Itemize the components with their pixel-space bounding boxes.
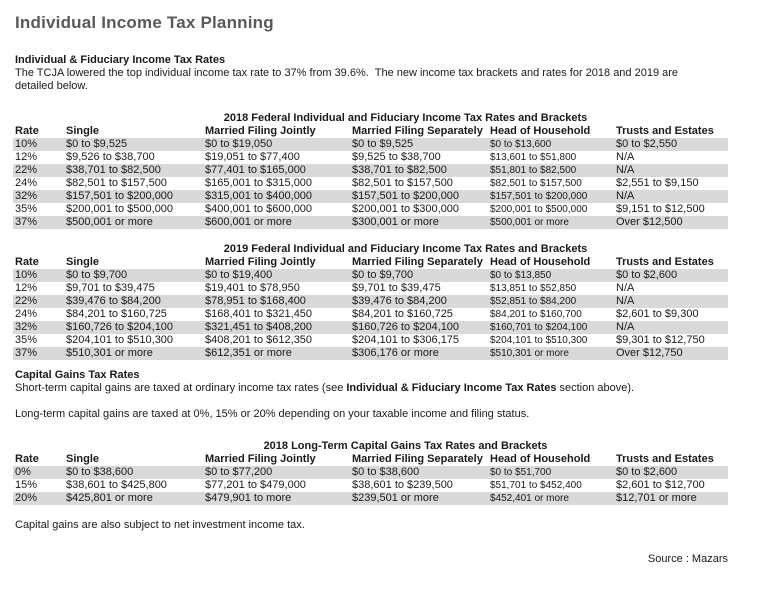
table-cell: $425,801 or more	[66, 492, 153, 504]
table-cell: N/A	[616, 282, 635, 294]
table-cell: $39,476 to $84,200	[352, 295, 447, 307]
table-header-cell: Single	[66, 125, 100, 137]
section-heading-capital-gains: Capital Gains Tax Rates	[15, 369, 140, 381]
table-cell: $82,501 to $157,500	[66, 177, 167, 189]
table-cell: $160,701 to $204,100	[490, 322, 588, 333]
table-cell: $500,001 or more	[490, 217, 569, 228]
table-cell: $19,401 to $78,950	[205, 282, 300, 294]
table-cell: $0 to $51,700	[490, 467, 552, 478]
table-header-cell: Head of Household	[490, 125, 591, 137]
table-cell: $0 to $9,700	[66, 269, 128, 281]
section-heading-income-tax: Individual & Fiduciary Income Tax Rates	[15, 54, 226, 66]
table-cell: $84,201 to $160,725	[66, 308, 167, 320]
table-cell: $82,501 to $157,500	[490, 178, 582, 189]
table-cell: $2,601 to $12,700	[616, 479, 705, 491]
table-2019-federal-rates	[13, 242, 728, 360]
table-header-row	[13, 125, 728, 138]
table-cell: 0%	[15, 466, 31, 478]
table-cell: 15%	[15, 479, 38, 491]
table-cell: Over $12,750	[616, 347, 683, 359]
table-cell: $38,601 to $425,800	[66, 479, 167, 491]
table-cell: $239,501 or more	[352, 492, 439, 504]
table-cell: $160,726 to $204,100	[352, 321, 460, 333]
table-cell: $315,001 to $400,000	[205, 190, 313, 202]
table-row	[13, 321, 728, 334]
table-cell: $479,901 to more	[205, 492, 292, 504]
table-cell: $204,101 to $306,175	[352, 334, 460, 346]
table-cell: $165,001 to $315,000	[205, 177, 313, 189]
table-header-cell: Trusts and Estates	[616, 453, 714, 465]
table-cell: $9,525 to $38,700	[352, 151, 441, 163]
spacer	[13, 395, 728, 408]
table-header-cell: Head of Household	[490, 453, 591, 465]
table-cell: $0 to $19,050	[205, 138, 273, 150]
table-cell: $51,801 to $82,500	[490, 165, 577, 176]
short-term-gains-text	[13, 382, 713, 395]
short-term-gains-text-bold: Individual & Fiduciary Income Tax Rates	[346, 382, 557, 394]
long-term-gains-text: Long-term capital gains are taxed at 0%, 15% or 20% depending on your taxable income and filing status.	[15, 408, 530, 420]
table-cell: $0 to $2,600	[616, 466, 678, 478]
table-header-cell: Trusts and Estates	[616, 256, 714, 268]
table-cell: $78,951 to $168,400	[205, 295, 306, 307]
table-cell: $0 to $38,600	[352, 466, 420, 478]
table-row	[13, 269, 728, 282]
table-cell: $19,051 to $77,400	[205, 151, 300, 163]
table-cell: 12%	[15, 282, 38, 294]
table-cell: $0 to $2,550	[616, 138, 678, 150]
table-cell: $38,701 to $82,500	[66, 164, 161, 176]
source-label: Source : Mazars	[647, 553, 728, 565]
table-cell: $168,401 to $321,450	[205, 308, 313, 320]
table-cell: $12,701 or more	[616, 492, 697, 504]
short-term-gains-text-pre: Short-term capital gains are taxed at ordinary income tax rates (see	[15, 382, 347, 394]
net-investment-note: Capital gains are also subject to net investment income tax.	[15, 519, 305, 531]
table-cell: $77,401 to $165,000	[205, 164, 306, 176]
table-body	[13, 466, 728, 505]
table-row	[13, 295, 728, 308]
table-cell: 32%	[15, 190, 38, 202]
table-cell: $0 to $38,600	[66, 466, 134, 478]
table-title: 2018 Federal Individual and Fiduciary Income Tax Rates and Brackets	[223, 112, 588, 124]
table-cell: 32%	[15, 321, 38, 333]
table-title: 2019 Federal Individual and Fiduciary Income Tax Rates and Brackets	[223, 243, 588, 255]
table-header-cell: Married Filing Jointly	[205, 453, 316, 465]
table-header-cell: Rate	[15, 453, 39, 465]
table-cell: 10%	[15, 269, 38, 281]
table-cell: 22%	[15, 295, 38, 307]
table-cell: N/A	[616, 321, 635, 333]
table-cell: N/A	[616, 151, 635, 163]
table-cell: $0 to $13,850	[490, 270, 552, 281]
table-row	[13, 203, 728, 216]
table-cell: $84,201 to $160,725	[352, 308, 453, 320]
table-cell: $51,701 to $452,400	[490, 480, 582, 491]
table-header-cell: Single	[66, 256, 100, 268]
page-title: Individual Income Tax Planning	[15, 13, 274, 32]
table-body	[13, 138, 728, 229]
table-2018-federal-rates	[13, 111, 728, 229]
table-cell: $0 to $9,525	[66, 138, 128, 150]
table-cell: $157,501 to $200,000	[490, 191, 588, 202]
table-cell: $9,701 to $39,475	[66, 282, 155, 294]
table-header-cell: Rate	[15, 256, 39, 268]
table-cell: $200,001 to $300,000	[352, 203, 460, 215]
table-header-row	[13, 256, 728, 269]
table-header-cell: Married Filing Separately	[352, 256, 483, 268]
table-row	[13, 347, 728, 360]
table-cell: $157,501 to $200,000	[352, 190, 460, 202]
table-cell: $9,151 to $12,500	[616, 203, 705, 215]
table-cell: $9,701 to $39,475	[352, 282, 441, 294]
table-cell: $200,001 to $500,000	[490, 204, 588, 215]
table-cell: $612,351 or more	[205, 347, 292, 359]
table-cell: N/A	[616, 295, 635, 307]
income-tax-description: The TCJA lowered the top individual income tax rate to 37% from 39.6%. The new income tax brackets and rates for 2018 and 2019 are detailed below.	[15, 67, 682, 92]
table-cell: $2,601 to $9,300	[616, 308, 699, 320]
table-header-cell: Rate	[15, 125, 39, 137]
table-cell: 35%	[15, 334, 38, 346]
table-row	[13, 190, 728, 203]
table-cell: $600,001 or more	[205, 216, 292, 228]
document-page	[13, 13, 728, 566]
table-cell: $77,201 to $479,000	[205, 479, 306, 491]
table-cell: $38,601 to $239,500	[352, 479, 453, 491]
table-cell: $510,301 or more	[66, 347, 153, 359]
table-cell: $0 to $9,525	[352, 138, 414, 150]
table-row	[13, 138, 728, 151]
table-row	[13, 282, 728, 295]
table-header-cell: Married Filing Separately	[352, 125, 483, 137]
table-cell: $200,001 to $500,000	[66, 203, 174, 215]
table-header-cell: Married Filing Separately	[352, 453, 483, 465]
table-row	[13, 492, 728, 505]
table-cell: $300,001 or more	[352, 216, 439, 228]
table-header-cell: Trusts and Estates	[616, 125, 714, 137]
table-cell: N/A	[616, 164, 635, 176]
table-cell: $39,476 to $84,200	[66, 295, 161, 307]
table-row	[13, 334, 728, 347]
table-cell: $0 to $77,200	[205, 466, 273, 478]
table-cell: $82,501 to $157,500	[352, 177, 453, 189]
table-cell: $13,851 to $52,850	[490, 283, 577, 294]
table-cell: $452,401 or more	[490, 493, 569, 504]
table-cell: $160,726 to $204,100	[66, 321, 174, 333]
table-cell: $500,001 or more	[66, 216, 153, 228]
table-cell: $38,701 to $82,500	[352, 164, 447, 176]
table-title: 2018 Long-Term Capital Gains Tax Rates and Brackets	[263, 440, 548, 452]
table-cell: $2,551 to $9,150	[616, 177, 699, 189]
table-cell: 24%	[15, 177, 38, 189]
table-row	[13, 216, 728, 229]
table-header-cell: Head of Household	[490, 256, 591, 268]
table-cell: $157,501 to $200,000	[66, 190, 174, 202]
table-cell: Over $12,500	[616, 216, 683, 228]
table-header-cell: Single	[66, 453, 100, 465]
table-cell: $84,201 to $160,700	[490, 309, 582, 320]
table-body	[13, 269, 728, 360]
table-row	[13, 466, 728, 479]
table-header-cell: Married Filing Jointly	[205, 125, 316, 137]
table-row	[13, 177, 728, 190]
table-row	[13, 164, 728, 177]
table-cell: $0 to $19,400	[205, 269, 273, 281]
table-cell: $306,176 or more	[352, 347, 439, 359]
table-cell: N/A	[616, 190, 635, 202]
table-cell: 22%	[15, 164, 38, 176]
short-term-gains-text-post: section above).	[556, 382, 635, 394]
table-cell: $510,301 or more	[490, 348, 569, 359]
table-cell: $52,851 to $84,200	[490, 296, 577, 307]
table-cell: $204,101 to $510,300	[66, 334, 174, 346]
table-cell: $9,301 to $12,750	[616, 334, 705, 346]
table-cell: $0 to $9,700	[352, 269, 414, 281]
table-cell: $0 to $2,600	[616, 269, 678, 281]
table-2018-capital-gains	[13, 439, 728, 505]
table-cell: $321,451 to $408,200	[205, 321, 313, 333]
table-cell: 35%	[15, 203, 38, 215]
table-row	[13, 479, 728, 492]
table-cell: $0 to $13,600	[490, 139, 552, 150]
table-cell: 37%	[15, 347, 38, 359]
table-cell: $204,101 to $510,300	[490, 335, 588, 346]
table-cell: $13,601 to $51,800	[490, 152, 577, 163]
table-row	[13, 308, 728, 321]
table-cell: 37%	[15, 216, 38, 228]
table-cell: 20%	[15, 492, 38, 504]
table-header-row	[13, 453, 728, 466]
table-cell: $9,526 to $38,700	[66, 151, 155, 163]
table-cell: 12%	[15, 151, 38, 163]
table-cell: 24%	[15, 308, 38, 320]
table-row	[13, 151, 728, 164]
table-header-cell: Married Filing Jointly	[205, 256, 316, 268]
table-cell: 10%	[15, 138, 38, 150]
table-cell: $400,001 to $600,000	[205, 203, 313, 215]
table-cell: $408,201 to $612,350	[205, 334, 313, 346]
